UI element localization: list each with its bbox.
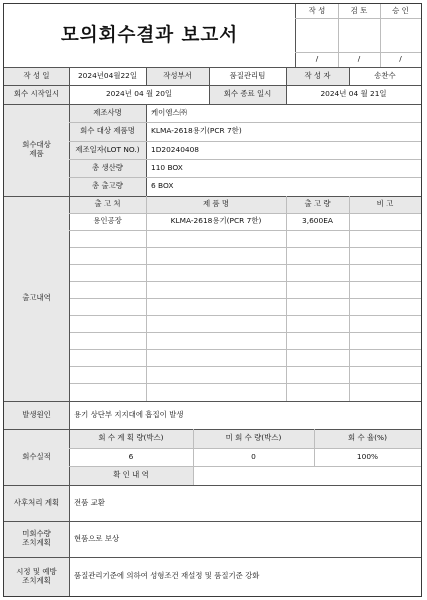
grid-line <box>69 429 70 485</box>
grid-line <box>295 18 421 19</box>
grid-line <box>69 213 421 214</box>
total-production-label: 총 생산량 <box>69 159 146 177</box>
start-value: 2024년 04 월 20일 <box>105 89 173 99</box>
lot-label: 제조일자(LOT NO.) <box>69 141 146 159</box>
shipment-row-dest: 용인공장 <box>93 216 122 226</box>
grid-line <box>4 196 421 197</box>
result-planned-value: 6 <box>128 451 134 461</box>
end-label: 회수 종료 일시 <box>209 85 286 104</box>
approval-date-review: / <box>357 54 361 64</box>
shipment-empty-row <box>69 383 421 384</box>
grid-line <box>4 557 421 558</box>
author-label: 작 성 자 <box>286 67 349 85</box>
prevention-label: 시정 및 예방 조치계획 <box>4 557 69 596</box>
grid-line <box>4 67 421 68</box>
author-value: 송찬수 <box>374 70 396 80</box>
result-rate-value: 100% <box>356 451 379 461</box>
document-title: 모의회수결과 보고서 <box>60 24 239 46</box>
start-label: 회수 시작일시 <box>4 85 69 104</box>
shipment-header-product: 제 품 명 <box>146 196 286 213</box>
grid-line <box>4 521 421 522</box>
after-plan-value: 전품 교환 <box>74 497 105 507</box>
approval-header-approve: 승 인 <box>392 5 409 15</box>
grid-line <box>69 177 421 178</box>
grid-line <box>286 67 287 104</box>
shipment-header-dest: 출 고 처 <box>69 196 146 213</box>
shipment-empty-row <box>69 349 421 350</box>
shipment-row-note <box>349 213 421 230</box>
result-header-unrecovered: 미 회 수 량(박스) <box>193 429 314 448</box>
grid-line <box>69 196 70 401</box>
dept-label: 작성부서 <box>146 67 209 85</box>
grid-line <box>69 401 70 429</box>
result-unrecovered-value: 0 <box>251 451 256 461</box>
grid-line <box>4 401 421 402</box>
grid-line <box>69 485 70 596</box>
shipment-empty-row <box>69 332 421 333</box>
grid-line <box>295 52 421 53</box>
grid-line <box>193 429 194 485</box>
grid-line <box>209 67 210 104</box>
grid-line <box>69 448 421 449</box>
prevention-value: 품질관리기준에 의하여 성형조건 재설정 및 품질기준 강화 <box>74 571 260 581</box>
shipment-row-qty: 3,600EA <box>302 216 333 226</box>
shipment-empty-row <box>69 315 421 316</box>
date-value: 2024년04월22일 <box>77 70 138 80</box>
total-shipment-label: 총 출고량 <box>69 177 146 196</box>
grid-line <box>69 230 421 231</box>
grid-line <box>69 122 421 123</box>
product-name-label: 회수 대상 제품명 <box>69 122 146 141</box>
grid-line <box>146 104 147 196</box>
shipment-empty-row <box>69 247 421 248</box>
grid-line <box>146 196 147 401</box>
date-label: 작 성 일 <box>4 67 69 85</box>
lot-value: 1D20240408 <box>151 144 200 154</box>
product-section-label: 회수대상 제품 <box>4 104 69 196</box>
grid-line <box>146 67 147 85</box>
recall-report-document <box>3 3 422 597</box>
shipment-header-qty: 출 고 량 <box>286 196 349 213</box>
shipment-empty-row <box>69 264 421 265</box>
grid-line <box>69 67 70 85</box>
confirm-value <box>193 466 421 485</box>
grid-line <box>295 4 296 67</box>
grid-line <box>69 104 70 196</box>
grid-line <box>380 4 381 67</box>
total-shipment-value: 6 BOX <box>151 181 174 191</box>
shipment-header-note: 비 고 <box>349 196 421 213</box>
shipment-row-product: KLMA-2618용기(PCR 7한) <box>170 216 262 226</box>
end-value: 2024년 04 월 21일 <box>320 89 387 99</box>
grid-line <box>4 104 421 105</box>
grid-line <box>69 85 70 104</box>
result-header-planned: 회 수 계 획 량(박스) <box>69 429 193 448</box>
result-label: 회수실적 <box>4 429 69 485</box>
manufacturer-value: 케이엠스㈜ <box>151 107 187 117</box>
dept-value: 품질관리팀 <box>229 70 266 80</box>
grid-line <box>349 196 350 401</box>
grid-line <box>349 67 350 85</box>
shipment-empty-row <box>69 298 421 299</box>
grid-line <box>4 85 421 86</box>
confirm-label: 확 인 내 역 <box>69 466 193 485</box>
grid-line <box>69 159 421 160</box>
shipment-section-label: 출고내역 <box>4 196 69 401</box>
grid-line <box>4 485 421 486</box>
after-plan-label: 사후처리 계획 <box>4 485 69 521</box>
grid-line <box>338 4 339 67</box>
approval-header-write: 작 성 <box>308 5 326 15</box>
product-name-value: KLMA-2618용기(PCR 7한) <box>151 126 242 136</box>
approval-header-review: 검 토 <box>350 5 368 15</box>
grid-line <box>286 196 287 401</box>
unrecovered-plan-value: 현품으로 보상 <box>74 533 120 543</box>
unrecovered-plan-label: 미회수량 조치계획 <box>4 521 69 557</box>
grid-line <box>4 429 421 430</box>
approval-date-write: / <box>315 54 319 64</box>
grid-line <box>69 141 421 142</box>
grid-line <box>69 466 421 467</box>
manufacturer-label: 제조사명 <box>69 104 146 122</box>
shipment-empty-row <box>69 281 421 282</box>
total-production-value: 110 BOX <box>151 162 183 172</box>
shipment-empty-row <box>69 366 421 367</box>
cause-value: 용기 상단부 지지대에 흡집이 발생 <box>74 409 184 419</box>
approval-date-approve: / <box>399 54 402 64</box>
cause-label: 발생원인 <box>4 401 69 429</box>
result-header-rate: 회 수 율(%) <box>314 429 421 448</box>
